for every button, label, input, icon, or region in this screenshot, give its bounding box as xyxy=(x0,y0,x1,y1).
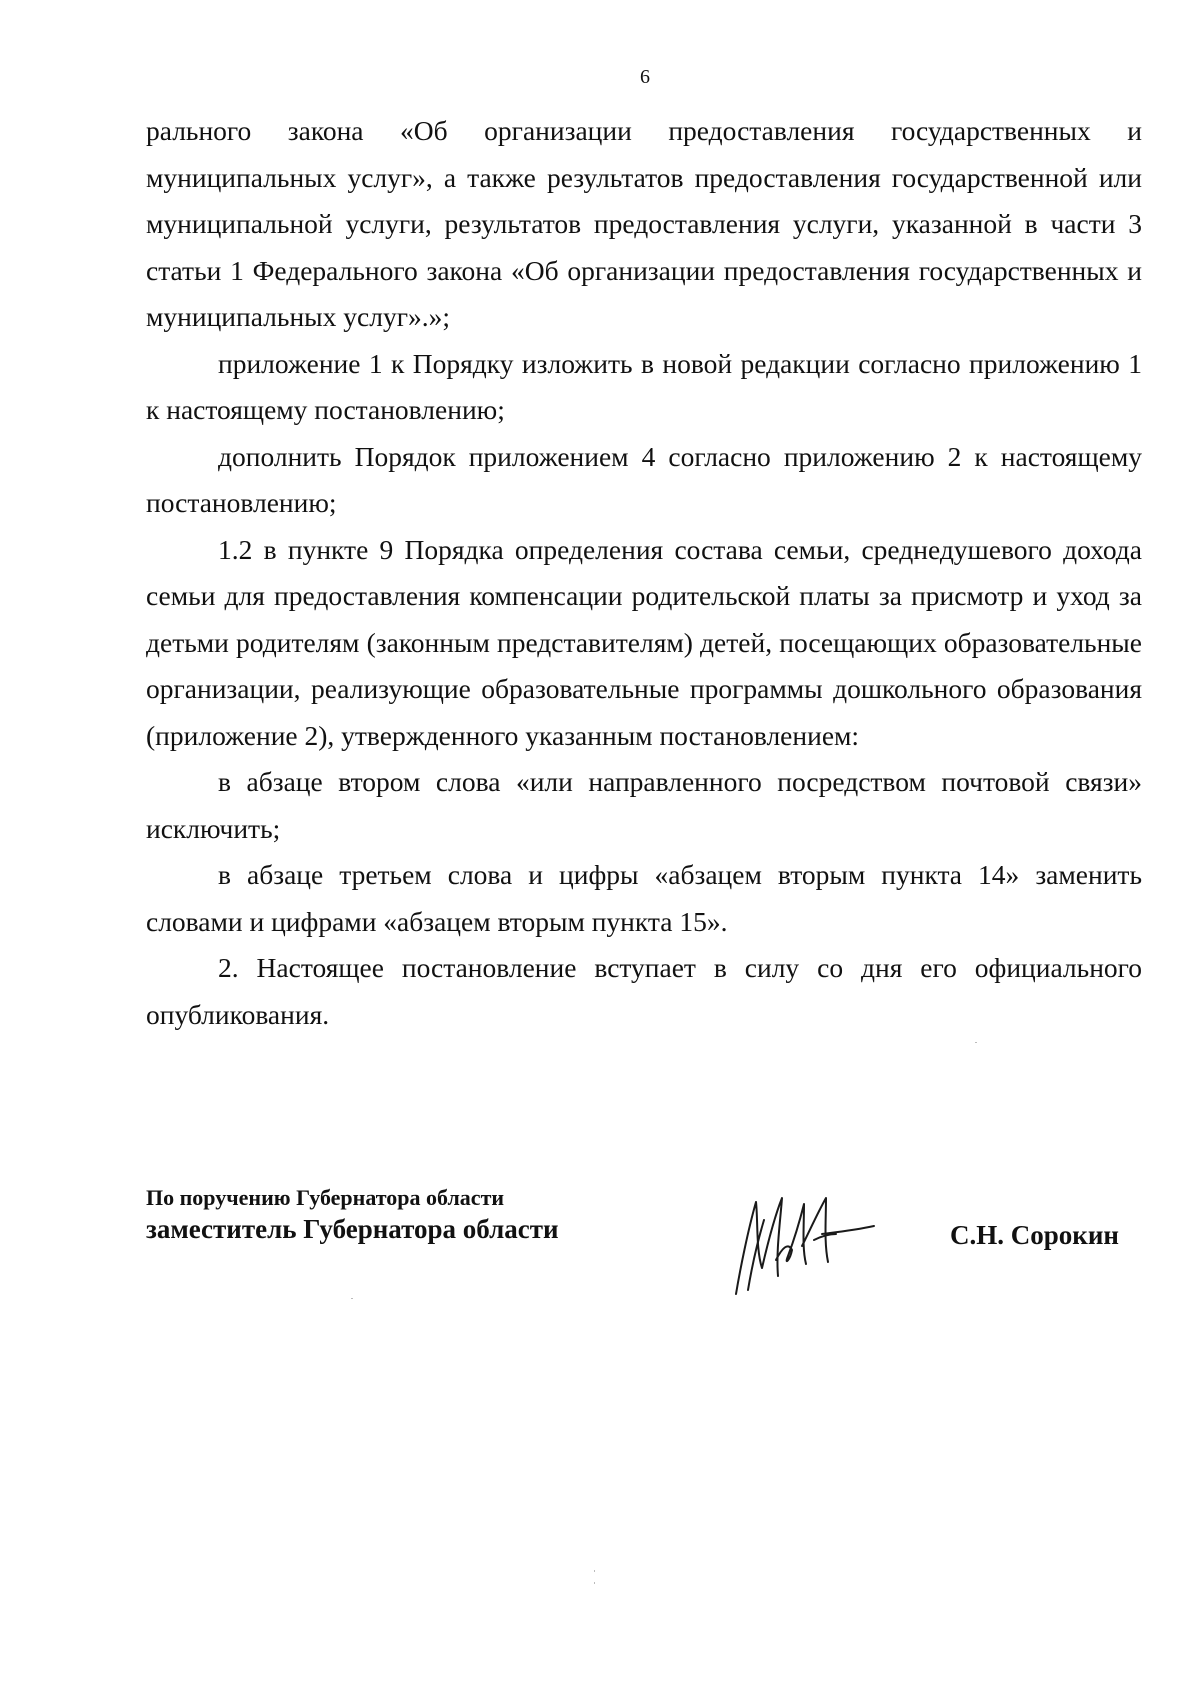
signatory-authority-line: По поручению Губернатора области xyxy=(146,1185,505,1210)
scan-speck xyxy=(594,1582,595,1584)
scan-speck xyxy=(594,1570,595,1572)
signatory-title xyxy=(146,1185,559,1246)
paragraph: 1.2 в пункте 9 Порядка определения состава семьи, среднедушевого дохода семьи для предоставления компенсации родительской платы за присмотр и уход за детьми родителям (законным представителям) детей, посещающих образовательные организации, реализующие образовательные программы дошкольного образования (приложение 2), утвержденного указанным постановлением: xyxy=(146,533,1142,751)
signatory-name: С.Н. Сорокин xyxy=(950,1220,1119,1250)
handwritten-signature xyxy=(718,1190,878,1300)
signatory-position-line: заместитель Губернатора области xyxy=(146,1214,559,1245)
page-number: 6 xyxy=(640,66,650,88)
document-body xyxy=(146,108,1142,1038)
paragraph: дополнить Порядок приложением 4 согласно приложению 2 к настоящему постановлению; xyxy=(146,440,1142,518)
paragraph: 2. Настоящее постановление вступает в силу со дня его официального опубликования. xyxy=(146,952,1142,1030)
paragraph: приложение 1 к Порядку изложить в новой редакции согласно приложению 1 к настоящему постановлению; xyxy=(146,347,1142,425)
paragraph: в абзаце третьем слова и цифры «абзацем вторым пункта 14» заменить словами и цифрами «абзацем вторым пункта 15». xyxy=(146,859,1142,937)
scan-speck xyxy=(975,1042,977,1043)
scan-speck xyxy=(351,1298,353,1299)
paragraph: в абзаце втором слова «или направленного посредством почтовой связи» исключить; xyxy=(146,766,1142,844)
paragraph-continuation: рального закона «Об организации предоставления государственных и муниципальных услуг», а также результатов предоставления государственной или муниципальной услуги, результатов предоставления услуги, указанной в части 3 статьи 1 Федерального закона «Об организации предоставления государственных и муниципальных услуг».»; xyxy=(146,115,1142,332)
